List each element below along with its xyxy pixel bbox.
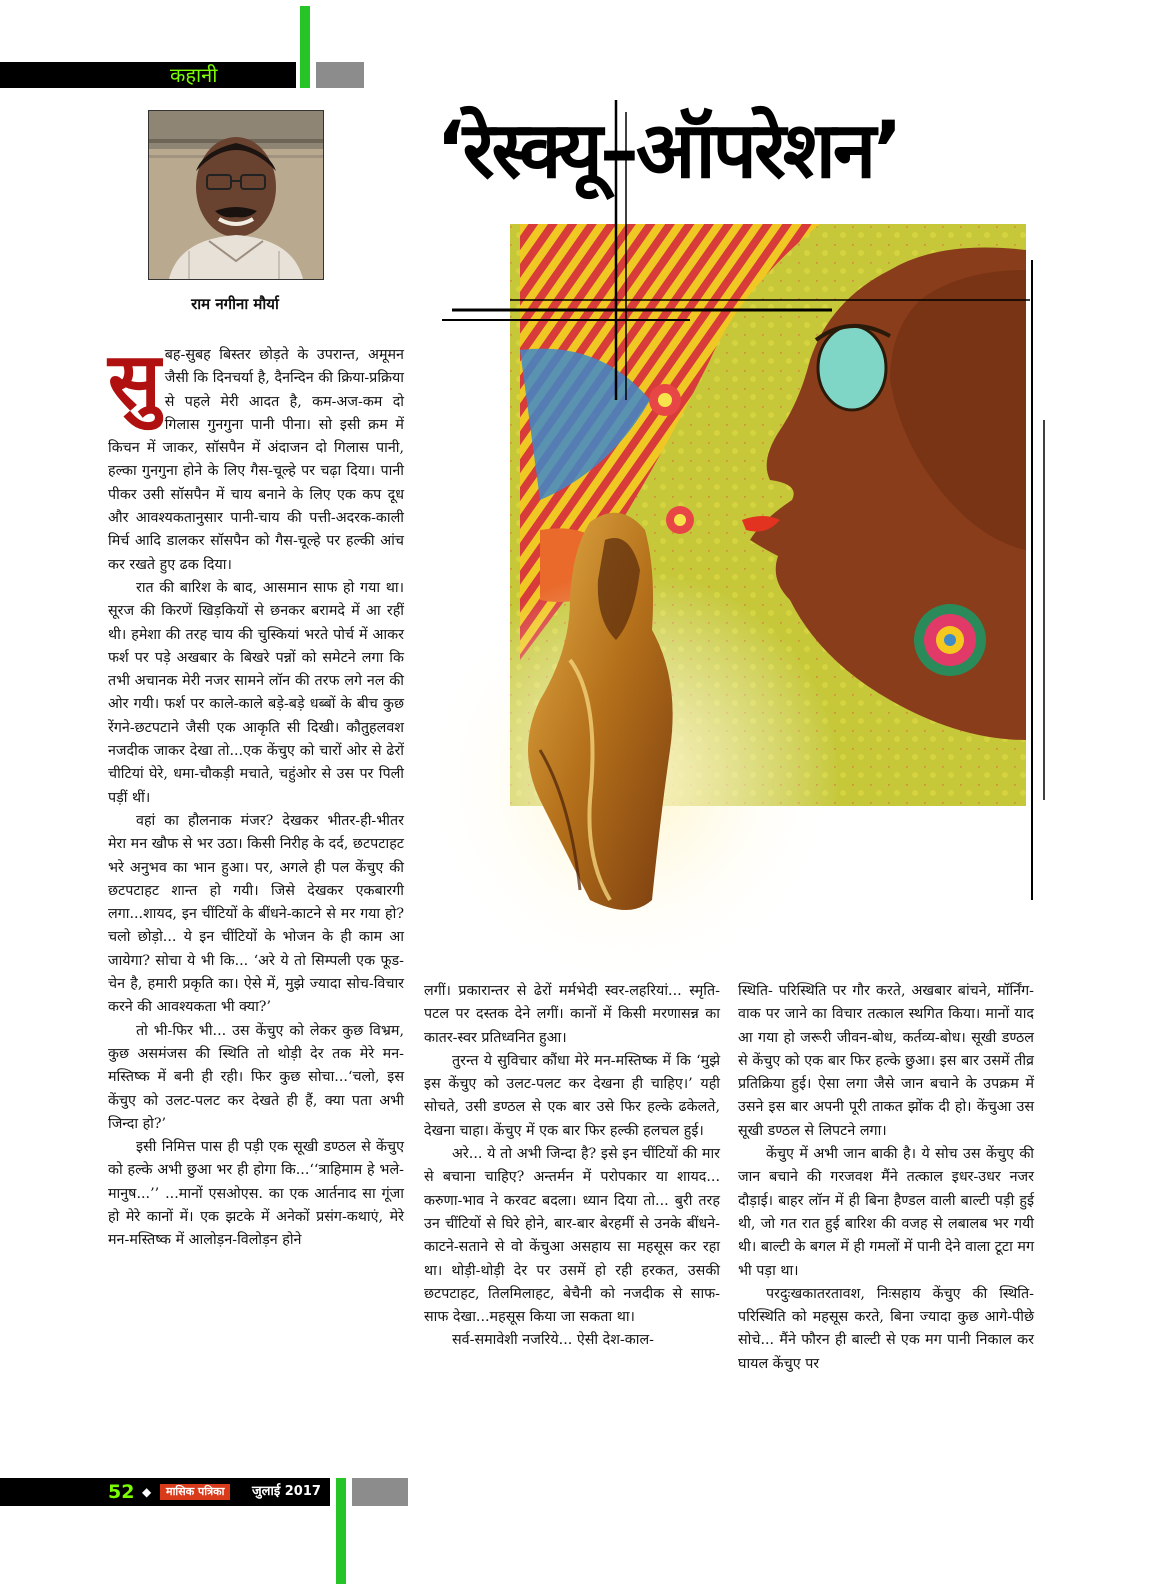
magazine-logo: मासिक पत्रिका xyxy=(160,1484,230,1500)
drop-cap: सु xyxy=(108,337,161,427)
story-paragraph: सर्व-समावेशी नजरिये... ऐसी देश-काल- xyxy=(452,1332,655,1349)
author-portrait-icon xyxy=(148,110,324,280)
story-column-1 xyxy=(108,337,404,1253)
footer-green-rule xyxy=(336,1478,346,1584)
story-paragraph: स्थिति- परिस्थिति पर गौर करते, अखबार बांचने, मॉर्निंग-वाक पर जाने का विचार तत्काल स्थगित किया। मानों याद आ गया हो जरूरी जीवन-बोध, कर्तव्य-बोध। सूखी डण्ठल से केंचुए को एक बार फिर हल्के छुआ। इस बार उसमें तीव्र प्रतिक्रिया हुई। ऐसा लगा जैसे जान बचाने के उपक्रम में उसने इस बार अपनी पूरी ताकत झोंक दी हो। केंचुआ उस सूखी डण्ठल से लिपटने लगा। xyxy=(738,983,1034,1139)
woman-profile-painting-icon xyxy=(420,100,1060,990)
story-paragraph: लगीं। प्रकारान्तर से ढेरों मर्मभेदी स्वर-लहरियां... स्मृति-पटल पर दस्तक देने लगीं। कानों में किसी मरणासन्न का कातर-स्वर प्रतिध्वनित हुआ। xyxy=(424,983,720,1046)
author-name: राम नगीना मौर्या xyxy=(191,295,279,313)
header-bar xyxy=(0,62,296,88)
story-paragraph: परदुःखकातरतावश, निःसहाय केंचुए की स्थिति-परिस्थिति को महसूस करते, बिना ज्यादा कुछ आगे-पीछे सोचे... मैंने फौरन ही बाल्टी से एक मग पानी निकाल कर घायल केंचुए पर xyxy=(738,1285,1034,1372)
story-paragraph: अरे... ये तो अभी जिन्दा है? इसे इन चींटियों की मार से बचाना चाहिए? अन्तर्मन में परोपकार या शायद... करुणा-भाव ने करवट बदला। ध्यान दिया तो... बुरी तरह उन चींटियों से घिरे होने, बार-बार बेरहमीं से उनके बींधने-काटने-सताने से वो केंचुआ असहाय सा महसूस कर रहा था। थोड़ी-थोड़ी देर पर उसमें हो रही हरकत, उसकी छटपटाहट, तिलमिलाहट, बेचैनी को नजदीक से साफ-साफ देखा...महसूस किया जा सकता था। xyxy=(424,1146,720,1326)
story-paragraph: तो भी-फिर भी... उस केंचुए को लेकर कुछ विभ्रम, कुछ असमंजस की स्थिति तो थोड़ी देर तक मेरे मन-मस्तिष्क में बनी ही रही। फिर कुछ सोचा...‘चलो, इस केंचुए को उलट-पलट कर देखते ही हैं, क्या पता अभी जिन्दा हो?’ xyxy=(108,1022,404,1132)
header-gray-block xyxy=(316,62,364,88)
story-paragraph: केंचुए में अभी जान बाकी है। ये सोच उस केंचुए की जान बचाने की गरजवश मैंने तत्काल इधर-उधर नजर दौड़ाई। बाहर लॉन में ही बिना हैण्डल वाली बाल्टी पड़ी हुई थी, जो गत रात हुई बारिश की वजह से लबालब भर गयी थी। बाल्टी के बगल में ही गमलों में पानी देने वाला टूटा मग भी पड़ा था। xyxy=(738,1146,1034,1279)
story-title: ‘रेस्क्यू–ऑपरेशन’ xyxy=(436,106,900,196)
story-paragraph: रात की बारिश के बाद, आसमान साफ हो गया था। सूरज की किरणें खिड़कियों से छनकर बरामदे में आ रहीं थी। हमेशा की तरह चाय की चुस्कियां भरते पोर्च में आकर फर्श पर पड़े अखबार के बिखरे पन्नों को समेटने लगा कि तभी अचानक मेरी नजर सामने लॉन की तरफ लगे नल की ओर गयी। फर्श पर काले-काले बड़े-बड़े धब्बों के बीच कुछ रेंगने-छटपटाने जैसी एक आकृति सी दिखी। कौतुहलवश नजदीक जाकर देखा तो...एक केंचुए को चारों ओर से ढेरों चीटियां घेरे, धमा-चौकड़ी मचाते, चहुंओर से उस पर पिली पड़ीं थीं। xyxy=(108,579,404,806)
story-column-2 xyxy=(424,980,720,1353)
story-column-3 xyxy=(738,980,1034,1376)
issue-date: जुलाई 2017 xyxy=(252,1484,321,1499)
story-paragraph: वहां का हौलनाक मंजर? देखकर भीतर-ही-भीतर मेरा मन खौफ से भर उठा। किसी निरीह के दर्द, छटपटाहट भरे अनुभव का भान हुआ। पर, अगले ही पल केंचुए की छटपटाहट शान्त हो गयी। जिसे देखकर एकबारगी लगा...शायद, इन चींटियों के बींधने-काटने से मर गया हो? चलो छोड़ो... ये इन चींटियों के भोजन के ही काम आ जायेगा? सोचा ये भी कि... ‘अरे ये तो सिम्पली एक फूड-चेन है, हमारी प्रकृति का। ऐसे में, मुझे ज्यादा सोच-विचार करने की आवश्यकता भी क्या?’ xyxy=(108,812,404,1016)
header-green-rule xyxy=(300,6,310,88)
footer-gray-block xyxy=(352,1478,408,1506)
diamond-separator-icon: ◆ xyxy=(142,1485,152,1499)
page-number: 52 xyxy=(108,1481,135,1503)
section-label: कहानी xyxy=(170,63,218,87)
story-paragraph: तुरन्त ये सुविचार कौंधा मेरे मन-मस्तिष्क में कि ‘मुझे इस केंचुए को उलट-पलट कर देखना ही चाहिए।’ यही सोचते, उसी डण्ठल से एक बार उसे फिर हल्के ढकेलते, देखना चाहा। केंचुए में एक बार फिर हल्की हलचल हुई। xyxy=(424,1052,720,1139)
story-paragraph: इसी निमित्त पास ही पड़ी एक सूखी डण्ठल से केंचुए को हल्के अभी छुआ भर ही होगा कि...‘‘त्राहिमाम हे भले-मानुष...’’ ...मानों एसओएस. का एक आर्तनाद सा गूंजा हो मेरे कानों में। एक झटके में अनेकों प्रसंग-कथाएं, मेरे मन-मस्तिष्क में आलोड़न-विलोड़न होने xyxy=(108,1139,404,1249)
story-paragraph: सुबह-सुबह बिस्तर छोड़ते के उपरान्त, अमूमन जैसी कि दिनचर्या है, दैनन्दिन की क्रिया-प्रक्रिया से पहले मेरी आदत है, कम-अज-कम दो गिलास गुनगुना पानी पीना। सो इसी क्रम में किचन में जाकर, सॉसपैन में अंदाजन दो गिलास पानी, हल्का गुनगुना होने के लिए गैस-चूल्हे पर चढ़ा दिया। पानी पीकर उसी सॉसपैन में चाय बनाने के लिए एक कप दूध और आवश्यकतानुसार पानी-चाय की पत्ती-अदरक-काली मिर्च आदि डालकर सॉसपैन को गैस-चूल्हे पर हल्की आंच कर रखते हुए ढक दिया। xyxy=(108,337,404,573)
